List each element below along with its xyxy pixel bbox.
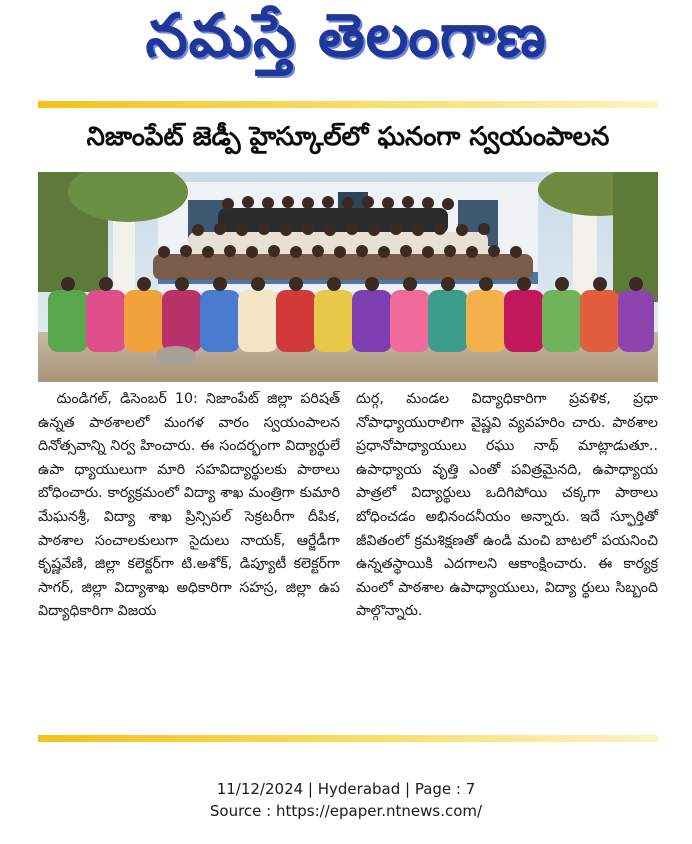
bottom-divider [38, 735, 658, 742]
top-divider [38, 101, 658, 108]
group-photo [38, 172, 658, 382]
group-photo-image [38, 172, 658, 382]
article-body [38, 388, 658, 726]
footer [0, 778, 692, 822]
article-column-left: దుండిగల్, డిసెంబర్ 10: నిజాంపేట్ జిల్లా పరిషత్ ఉన్నత పాఠశాలలో మంగళ వారం స్వయంపాలన దినోత్సవాన్ని నిర్వ హించారు. ఈ సందర్భంగా విద్యార్థులే ఉపా ధ్యాయులుగా మారి సహవిద్యార్థులకు పాఠాలు బోధించారు. కార్యక్రమంలో విద్యా శాఖ మంత్రిగా కుమారి మేఘనశ్రీ, విద్యా శాఖ ప్రిన్సిపల్ సెక్రటరీగా దీపిక, పాఠశాల సంచాలకులుగా సైదులు నాయక్, ఆర్జేడీగా కృష్ణవేణి, జిల్లా కలెక్టర్‌గా టి.అశోక్, డిప్యూటీ కలెక్టర్‌గా సాగర్, జిల్లా విద్యాశాఖ అధికారిగా సహస్ర, జిల్లా ఉప విద్యాధికారిగా విజయ [38, 391, 340, 620]
source-line: Source : https://epaper.ntnews.com/ [209, 802, 483, 820]
headline-text: నిజాంపేట్ జెడ్పీ హైస్కూల్‌లో ఘనంగా స్వయంపాలన [86, 122, 610, 152]
masthead [0, 2, 692, 84]
edition-line: 11/12/2024 | Hyderabad | Page : 7 [216, 780, 476, 798]
masthead-logo: నమస్తే తెలంగాణ [145, 1, 547, 71]
headline [38, 112, 658, 168]
article-column-right: దుర్గ, మండల విద్యాధికారిగా ప్రవళిక, ప్రధా నోపాధ్యాయురాలిగా వైష్ణవి వ్యవహరిం చారు. పాఠశాల ప్రధానోపాధ్యాయులు రఘు నాథ్ మాట్లాడుతూ.. ఉపాధ్యాయ వృత్తి ఎంతో పవిత్రమైనది, ఉపాధ్యాయ పాత్రలో విద్యార్థులు ఒదిగిపోయి చక్కగా పాఠాలు బోధించడం అభినందనీయం అన్నారు. ఇదే స్ఫూర్తితో జీవితంలో క్రమశిక్షణతో ఉండి మంచి బాటలో పయనించి ఉన్నతస్థాయికి ఎదగాలని ఆకాంక్షించారు. ఈ కార్యక్ర మంలో పాఠశాల ఉపాధ్యాయులు, విద్యా ర్థులు సిబ్బంది పాల్గొన్నారు. [356, 391, 658, 620]
